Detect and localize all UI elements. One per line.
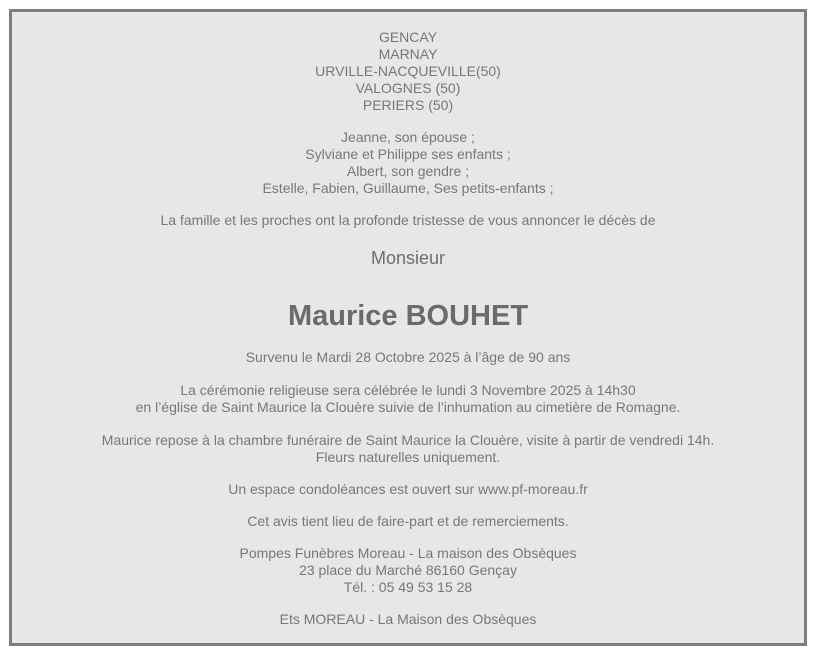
condolence-info: Un espace condoléances est ouvert sur www.pf-moreau.fr: [228, 481, 588, 497]
funeral-home-name: Pompes Funèbres Moreau - La maison des Obsèques: [239, 545, 577, 561]
ceremony-line: La cérémonie religieuse sera célébrée le lundi 3 Novembre 2025 à 14h30: [180, 382, 636, 398]
location-item: VALOGNES (50): [355, 80, 461, 96]
deceased-name: Maurice BOUHET: [287, 300, 529, 332]
rest-line: Fleurs naturelles uniquement.: [315, 449, 501, 465]
civility-title: Monsieur: [370, 248, 446, 268]
location-list: [12, 29, 804, 114]
funeral-home-address: 23 place du Marché 86160 Gençay: [299, 562, 517, 578]
rest-line: Maurice repose à la chambre funéraire de Saint Maurice la Clouère, visite à partir de vendredi 14h.: [101, 432, 715, 448]
rest-info: [12, 432, 804, 466]
company-signature: Ets MOREAU - La Maison des Obsèques: [279, 611, 537, 627]
family-list: [12, 129, 804, 197]
family-member: Jeanne, son épouse ;: [341, 129, 475, 145]
location-item: PERIERS (50): [362, 97, 454, 113]
ceremony-line: en l’église de Saint Maurice la Clouère suivie de l’inhumation au cimetière de Romagne.: [135, 399, 681, 415]
announcement-text: La famille et les proches ont la profonde tristesse de vous annoncer le décès de: [160, 212, 656, 228]
family-member: Albert, son gendre ;: [346, 163, 470, 179]
death-info: Survenu le Mardi 28 Octobre 2025 à l’âge de 90 ans: [245, 349, 571, 365]
funeral-home-contact: [12, 545, 804, 596]
funeral-home-phone: Tél. : 05 49 53 15 28: [343, 579, 473, 595]
family-member: Estelle, Fabien, Guillaume, Ses petits-enfants ;: [262, 180, 554, 196]
notice-text: Cet avis tient lieu de faire-part et de remerciements.: [247, 513, 569, 529]
ceremony-info: [12, 382, 804, 416]
location-item: MARNAY: [378, 46, 438, 62]
location-item: GENCAY: [378, 29, 438, 45]
location-item: URVILLE-NACQUEVILLE(50): [315, 63, 501, 79]
family-member: Sylviane et Philippe ses enfants ;: [305, 146, 511, 162]
obituary-notice: [9, 9, 807, 646]
